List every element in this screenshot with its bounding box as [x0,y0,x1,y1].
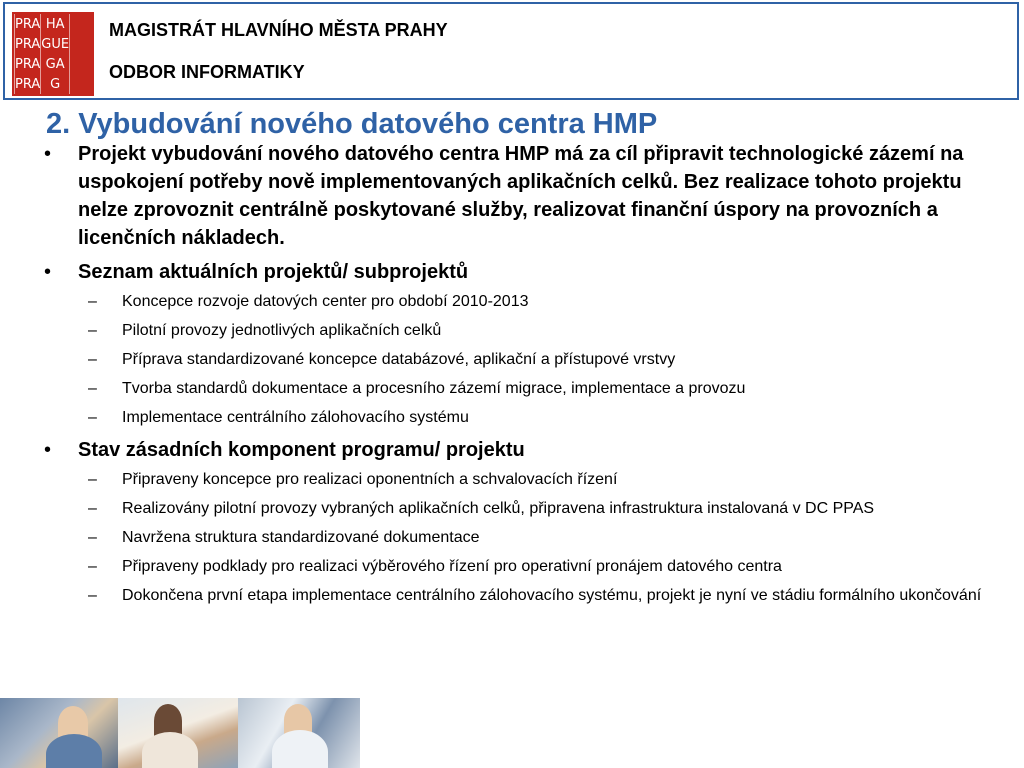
logo-letters: HA [40,14,69,34]
bullet-list [44,140,994,606]
dash-icon: – [88,529,97,546]
sub-bullet-item [78,498,994,519]
slide-title: 2. Vybudování nového datového centra HMP [46,108,658,140]
bullet-icon: • [44,439,52,461]
bullet-item [44,436,994,606]
sub-bullet-item [78,527,994,548]
photo-strip [0,698,360,768]
sub-bullet-list [78,291,994,428]
bullet-icon: • [44,143,52,165]
logo-letters: G [40,74,69,94]
department-name: ODBOR INFORMATIKY [109,62,305,82]
bullet-text: Stav zásadních komponent programu/ projektu [78,439,525,461]
sub-bullet-text: Připraveny podklady pro realizaci výběrového řízení pro operativní pronájem datového centra [122,558,782,575]
logo-letters: PRA [14,54,40,74]
dash-icon: – [88,587,97,604]
sub-bullet-text: Tvorba standardů dokumentace a procesního zázemí migrace, implementace a provozu [122,380,746,397]
office-photo-icon [0,698,118,768]
logo-letters [69,54,92,74]
bullet-text: Projekt vybudování nového datového centra HMP má za cíl připravit technologické zázemí na uspokojení potřeby nově implementovaných aplikačních celků. Bez realizace tohoto projektu nelze zprovoznit centrálně poskytované služby, realizovat finanční úspory na provozních a licenčních nákladech. [78,143,964,249]
dash-icon: – [88,380,97,397]
organization-name: MAGISTRÁT HLAVNÍHO MĚSTA PRAHY [109,20,448,40]
logo-letters: PRA [14,74,40,94]
bullet-icon: • [44,261,52,283]
sub-bullet-text: Připraveny koncepce pro realizaci oponentních a schvalovacích řízení [122,471,618,488]
logo-letters [69,74,92,94]
sub-bullet-item [78,320,994,341]
dash-icon: – [88,351,97,368]
bullet-text: Seznam aktuálních projektů/ subprojektů [78,261,469,283]
sub-bullet-text: Realizovány pilotní provozy vybraných aplikačních celků, připravena infrastruktura instalovaná v DC PPAS [122,500,875,517]
sub-bullet-list [78,469,994,606]
sub-bullet-text: Koncepce rozvoje datových center pro období 2010-2013 [122,293,529,310]
dash-icon: – [88,409,97,426]
sub-bullet-item [78,349,994,370]
sub-bullet-text: Navržena struktura standardizované dokumentace [122,529,480,546]
bullet-item [44,258,994,428]
logo-letters: PRA [14,14,40,34]
sub-bullet-item [78,291,994,312]
slide-content [44,140,994,614]
logo-letters [69,14,92,34]
logo-letters: GA [40,54,69,74]
sub-bullet-item [78,585,994,606]
sub-bullet-text: Dokončena první etapa implementace centrálního zálohovacího systému, projekt je nyní ve stádiu formálního ukončování [122,587,982,604]
sub-bullet-item [78,407,994,428]
praha-logo-icon [12,12,94,96]
sub-bullet-item [78,556,994,577]
sub-bullet-text: Implementace centrálního zálohovacího systému [122,409,469,426]
dash-icon: – [88,471,97,488]
dash-icon: – [88,293,97,310]
dash-icon: – [88,500,97,517]
slide-header [3,2,1019,100]
bullet-item [44,140,994,252]
logo-letters: PRA [14,34,40,54]
dash-icon: – [88,322,97,339]
office-photo-icon [238,698,360,768]
sub-bullet-item [78,469,994,490]
sub-bullet-text: Příprava standardizované koncepce databázové, aplikační a přístupové vrstvy [122,351,676,368]
dash-icon: – [88,558,97,575]
office-photo-icon [118,698,238,768]
sub-bullet-item [78,378,994,399]
logo-letters: GUE [40,34,69,54]
sub-bullet-text: Pilotní provozy jednotlivých aplikačních celků [122,322,442,339]
logo-letters [69,34,92,54]
